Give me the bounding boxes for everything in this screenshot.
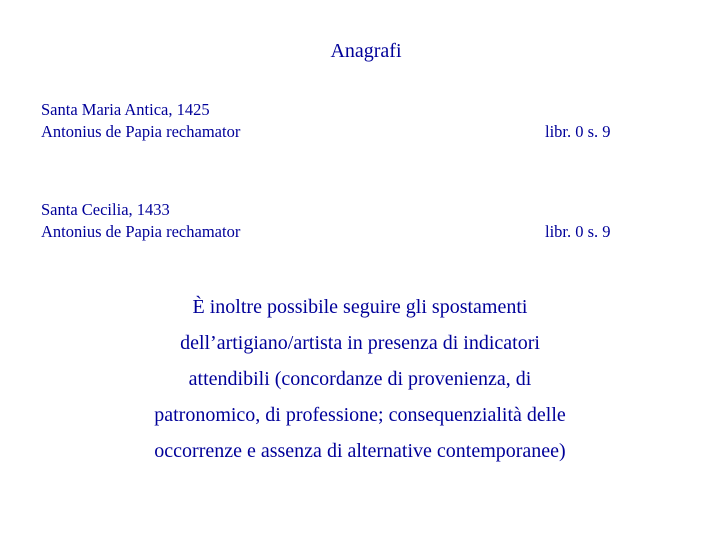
body-paragraph [60, 289, 660, 469]
entry-amount: libr. 0 s. 9 [545, 222, 611, 241]
record-entry [41, 99, 641, 143]
entry-place-year: Santa Maria Antica, 1425 [41, 100, 210, 119]
entry-place-year: Santa Cecilia, 1433 [41, 200, 170, 219]
paragraph-line: dell’artigiano/artista in presenza di indicatori [180, 332, 540, 354]
entry-amount: libr. 0 s. 9 [545, 122, 611, 141]
entry-person-row [41, 221, 641, 243]
entry-person-row [41, 121, 641, 143]
page-title: Anagrafi [330, 40, 402, 62]
paragraph-line: occorrenze e assenza di alternative contemporanee) [154, 440, 566, 462]
paragraph-line: attendibili (concordanze di provenienza, di [188, 368, 532, 390]
entry-person: Antonius de Papia rechamator [41, 222, 241, 241]
record-entry [41, 199, 641, 243]
paragraph-line: patronomico, di professione; consequenzialità delle [154, 404, 566, 426]
entry-person: Antonius de Papia rechamator [41, 122, 241, 141]
paragraph-line: È inoltre possibile seguire gli spostamenti [192, 296, 528, 318]
